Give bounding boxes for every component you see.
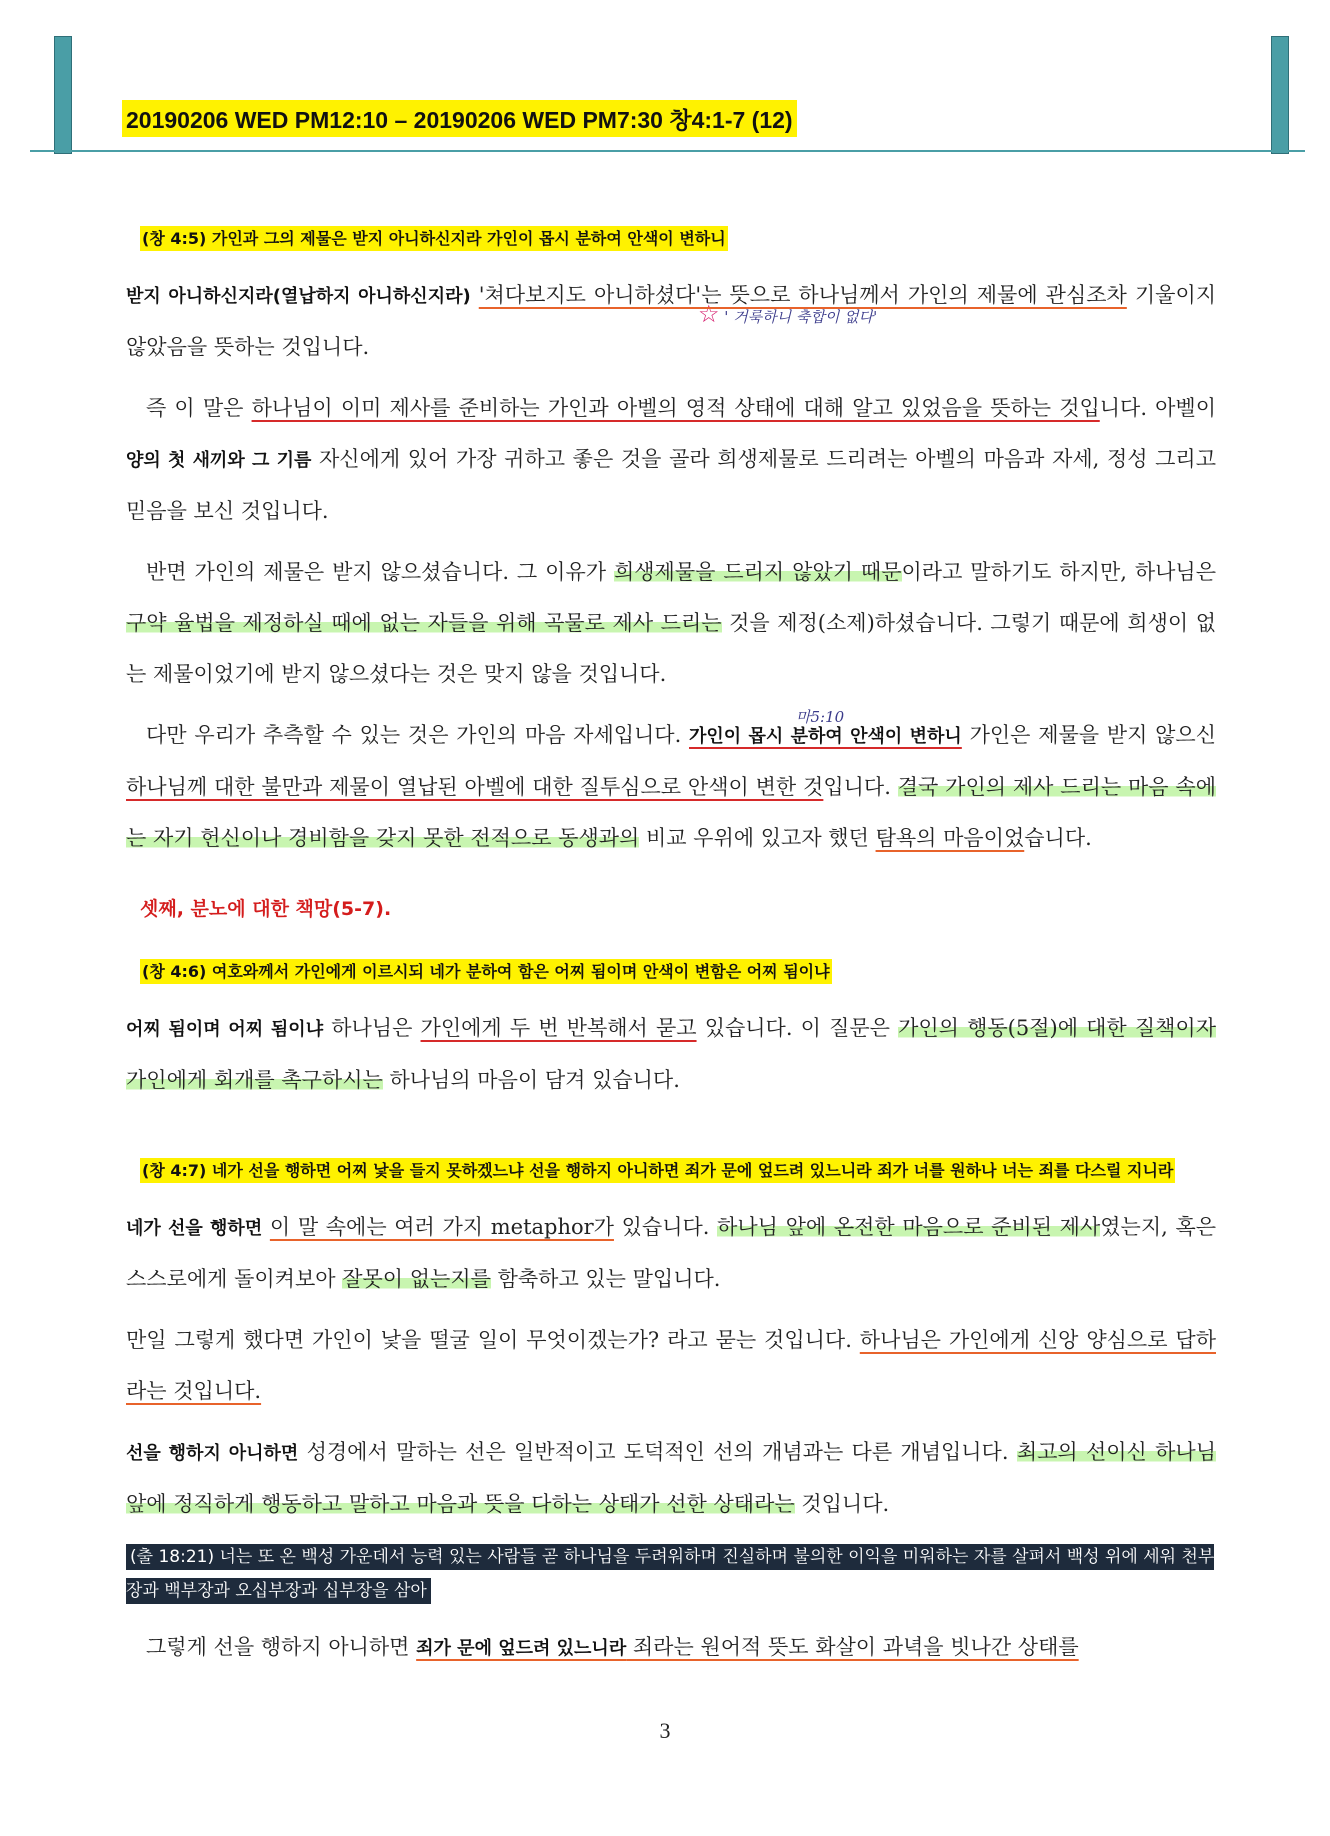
header-title: 20190206 WED PM12:10 – 20190206 WED PM7:30 창4:1-7 (12) — [122, 100, 797, 137]
header-rule — [30, 150, 1305, 152]
verse-gen-4-7: (창 4:7) 네가 선을 행하면 어찌 낯을 들지 못하겠느냐 선을 행하지 아니하면 죄가 문에 엎드려 있느니라 죄가 너를 원하나 너는 죄를 다스릴 지니라 — [140, 1154, 1216, 1188]
document-body — [126, 222, 1216, 1684]
page-number: 3 — [659, 1718, 671, 1743]
paragraph-5: 어찌 됨이며 어찌 됨이냐 하나님은 가인에게 두 번 반복해서 묻고 있습니다. 이 질문은 가인의 행동(5절)에 대한 질책이자 가인에게 회개를 촉구하시는 하나님의 마음이 담겨 있습니다. — [126, 1016, 1216, 1092]
section-heading: 셋째, 분노에 대한 책망(5-7). — [140, 898, 392, 920]
paragraph-9: 그렇게 선을 행하지 아니하면 죄가 문에 엎드려 있느니라 죄라는 원어적 뜻도 화살이 과녁을 빗나간 상태를 — [146, 1635, 1079, 1659]
binder-bar-left — [54, 36, 72, 154]
paragraph-3: 반면 가인의 제물은 받지 않으셨습니다. 그 이유가 희생제물을 드리지 않았기 때문이라고 말하기도 하지만, 하나님은 구약 율법을 제정하실 때에 없는 자들을 위해 곡물로 제사 드리는 것을 제정(소제)하셨습니다. 그렇기 때문에 희생이 없는 제물이었기에 받지 않으셨다는 것은 맞지 않을 것입니다. — [126, 560, 1216, 686]
handwritten-note-ref: 마5:10 — [796, 708, 845, 726]
paragraph-1: 받지 아니하신지라(열납하지 아니하신지라) '쳐다보지도 아니하셨다'는 뜻으로 하나님께서 가인의 제물에 관심조차 기울이지 않았음을 뜻하는 것입니다. — [126, 283, 1217, 359]
paragraph-4: 다만 우리가 추측할 수 있는 것은 가인의 마음 자세입니다. 가인이 몹시 분하여 안색이 변하니 가인은 제물을 받지 않으신 하나님께 대한 불만과 제물이 열납된 아벨에 대한 질투심으로 안색이 변한 것입니다. 결국 가인의 제사 드리는 마음 속에는 자기 헌신이나 경비함을 갖지 못한 전적으로 동생과의 비교 우위에 있고자 했던 탐욕의 마음이었습니다. — [126, 723, 1216, 850]
paragraph-6: 네가 선을 행하면 이 말 속에는 여러 가지 metaphor가 있습니다. 하나님 앞에 온전한 마음으로 준비된 제사였는지, 혹은 스스로에게 돌이켜보아 잘못이 없는지를 함축하고 있는 말입니다. — [126, 1215, 1217, 1291]
verse-ex-18-21: (출 18:21) 너는 또 온 백성 가운데서 능력 있는 사람들 곧 하나님을 두려워하며 진실하며 불의한 이익을 미워하는 자를 살펴서 백성 위에 세워 천부장과 백부장과 오십부장과 십부장을 삼아 — [126, 1540, 1216, 1608]
star-icon: ☆ — [698, 300, 720, 328]
paragraph-2: 즉 이 말은 하나님이 이미 제사를 준비하는 가인과 아벨의 영적 상태에 대해 알고 있었음을 뜻하는 것입니다. 아벨이 양의 첫 새끼와 그 기름 자신에게 있어 가장 귀하고 좋은 것을 골라 희생제물로 드리려는 아벨의 마음과 자세, 정성 그리고 믿음을 보신 것입니다. — [126, 396, 1217, 523]
paragraph-7: 만일 그렇게 했다면 가인이 낯을 떨굴 일이 무엇이겠는가? 라고 묻는 것입니다. 하나님은 가인에게 신앙 양심으로 답하라는 것입니다. — [126, 1328, 1216, 1403]
handwritten-note-text: ' 거룩하니 축합이 없다' — [724, 308, 878, 326]
paragraph-8: 선을 행하지 아니하면 성경에서 말하는 선은 일반적이고 도덕적인 선의 개념과는 다른 개념입니다. 최고의 선이신 하나님 앞에 정직하게 행동하고 말하고 마음과 뜻을 다하는 상태가 선한 상태라는 것입니다. — [126, 1440, 1216, 1516]
verse-gen-4-6: (창 4:6) 여호와께서 가인에게 이르시되 네가 분하여 함은 어찌 됨이며 안색이 변함은 어찌 됨이냐 — [140, 955, 1216, 989]
binder-bar-right — [1271, 36, 1289, 154]
verse-gen-4-5: (창 4:5) 가인과 그의 제물은 받지 아니하신지라 가인이 몹시 분하여 안색이 변하니 — [140, 222, 1216, 256]
